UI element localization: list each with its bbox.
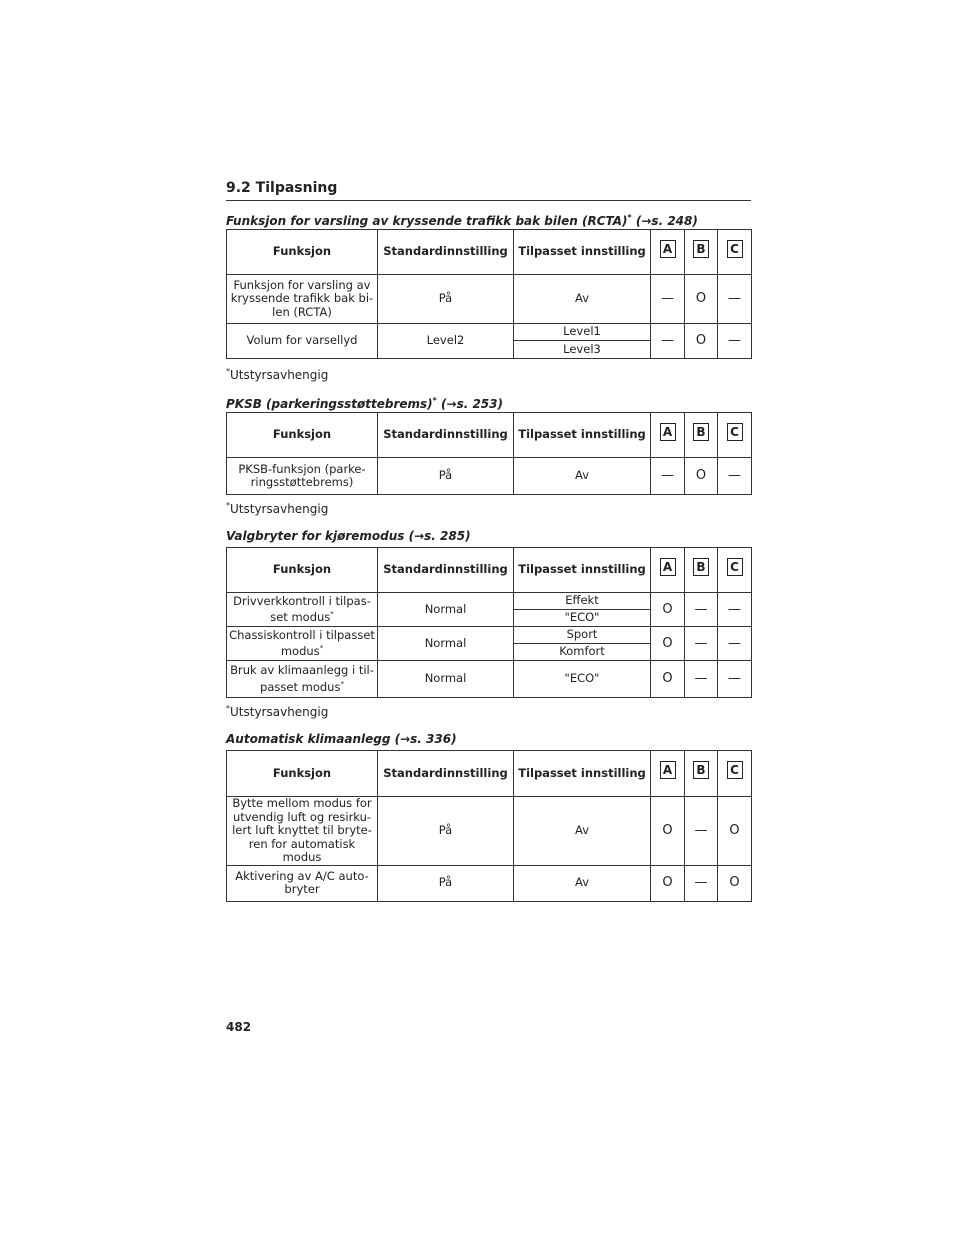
cell-tilpasset: Sport (514, 627, 651, 644)
cell-tilpasset: "ECO" (514, 610, 651, 627)
cell-b: — (685, 865, 718, 901)
cell-funksjon (227, 593, 378, 627)
box-b-icon: B (693, 423, 709, 441)
cell-standard: På (378, 458, 514, 495)
col-header-c (718, 413, 752, 458)
col-header-funksjon: Funksjon (227, 413, 378, 458)
cell-funksjon: Bytte mellom modus for utvendig luft og resirku-lert luft knyttet til bryte-ren for automatisk modus (227, 797, 378, 866)
block-title-rcta (226, 210, 698, 229)
col-header-c (718, 230, 752, 275)
cell-standard: Normal (378, 593, 514, 627)
cell-a: — (651, 324, 685, 359)
cell-a: — (651, 458, 685, 495)
cell-funksjon: Volum for varsellyd (227, 324, 378, 359)
cell-standard: Normal (378, 661, 514, 698)
table-row (227, 593, 752, 610)
col-header-b (685, 751, 718, 797)
cell-b: — (685, 797, 718, 866)
footnote-text: Utstyrsavhengig (230, 368, 329, 382)
box-c-icon: C (727, 423, 743, 441)
page-reference: →s. 285) (414, 529, 471, 543)
cell-b: O (685, 324, 718, 359)
box-c-icon: C (727, 558, 743, 576)
cell-tilpasset: Effekt (514, 593, 651, 610)
cell-standard: På (378, 797, 514, 866)
table-row (227, 324, 752, 341)
box-a-icon: A (660, 761, 676, 779)
cell-tilpasset: Av (514, 275, 651, 324)
cell-b: O (685, 275, 718, 324)
cell-tilpasset: Level1 (514, 324, 651, 341)
col-header-a (651, 230, 685, 275)
cell-a: O (651, 627, 685, 661)
cell-a: — (651, 275, 685, 324)
cell-tilpasset: Komfort (514, 644, 651, 661)
cell-c: — (718, 324, 752, 359)
settings-table-pksb (226, 412, 752, 495)
block-title-text: Automatisk klimaanlegg ( (226, 732, 401, 746)
asterisk-mark: * (627, 213, 632, 222)
cell-funksjon: Aktivering av A/C auto-bryter (227, 865, 378, 901)
page-reference: (→s. 253) (436, 397, 503, 411)
cell-a: O (651, 593, 685, 627)
settings-table-kjoremodus (226, 547, 752, 698)
col-header-funksjon: Funksjon (227, 751, 378, 797)
page-number: 482 (226, 1020, 252, 1034)
col-header-tilpasset: Tilpasset innstilling (514, 751, 651, 797)
cell-funksjon-text: Chassiskontroll i tilpasset modus (229, 627, 375, 658)
table-row (227, 458, 752, 495)
cell-standard: På (378, 275, 514, 324)
cell-funksjon-text: Bruk av klimaanlegg i til-passet modus (230, 663, 374, 694)
footnote (226, 701, 328, 720)
box-a-icon: A (660, 240, 676, 258)
col-header-b (685, 413, 718, 458)
col-header-standard: Standardinnstilling (378, 413, 514, 458)
cell-tilpasset: Level3 (514, 341, 651, 359)
asterisk-mark: * (226, 704, 230, 713)
section-header: 9.2 Tilpasning (226, 178, 751, 201)
box-b-icon: B (693, 761, 709, 779)
box-a-icon: A (660, 423, 676, 441)
footnote-text: Utstyrsavhengig (230, 705, 329, 719)
page-reference: →s. 336) (400, 732, 457, 746)
cell-funksjon (227, 627, 378, 661)
cell-funksjon: Funksjon for varsling av kryssende trafikk bak bi-len (RCTA) (227, 275, 378, 324)
table-row (227, 865, 752, 901)
col-header-tilpasset: Tilpasset innstilling (514, 548, 651, 593)
box-b-icon: B (693, 240, 709, 258)
cell-b: — (685, 661, 718, 698)
col-header-c (718, 751, 752, 797)
col-header-tilpasset: Tilpasset innstilling (514, 230, 651, 275)
cell-a: O (651, 661, 685, 698)
cell-b: O (685, 458, 718, 495)
asterisk-mark: * (226, 501, 230, 510)
block-title-pksb (226, 393, 503, 412)
cell-tilpasset: Av (514, 865, 651, 901)
box-a-icon: A (660, 558, 676, 576)
table-row (227, 275, 752, 324)
col-header-b (685, 230, 718, 275)
table-header-row (227, 230, 752, 275)
cell-tilpasset: Av (514, 797, 651, 866)
asterisk-mark: * (432, 396, 437, 405)
box-c-icon: C (727, 240, 743, 258)
cell-funksjon: PKSB-funksjon (parke-ringsstøttebrems) (227, 458, 378, 495)
asterisk-mark: * (319, 644, 324, 653)
box-c-icon: C (727, 761, 743, 779)
footnote (226, 498, 328, 517)
cell-standard: På (378, 865, 514, 901)
footnote-text: Utstyrsavhengig (230, 502, 329, 516)
block-title-klimaanlegg (226, 731, 457, 747)
cell-c: O (718, 797, 752, 866)
cell-funksjon (227, 661, 378, 698)
page-reference: (→s. 248) (631, 214, 698, 228)
table-row (227, 797, 752, 866)
settings-table-rcta (226, 229, 752, 359)
footnote (226, 364, 328, 383)
cell-tilpasset: "ECO" (514, 661, 651, 698)
table-header-row (227, 413, 752, 458)
block-title-text: PKSB (parkeringsstøttebrems) (226, 397, 433, 411)
col-header-standard: Standardinnstilling (378, 548, 514, 593)
settings-table-klimaanlegg (226, 750, 752, 902)
cell-c: — (718, 458, 752, 495)
cell-funksjon-text: Drivverkkontroll i tilpas-set modus (233, 593, 371, 624)
manual-page (226, 0, 751, 1242)
cell-c: — (718, 275, 752, 324)
asterisk-mark: * (226, 367, 230, 376)
cell-a: O (651, 797, 685, 866)
cell-c: — (718, 661, 752, 698)
table-header-row (227, 548, 752, 593)
block-title-text: Valgbryter for kjøremodus ( (226, 529, 415, 543)
col-header-standard: Standardinnstilling (378, 230, 514, 275)
col-header-a (651, 413, 685, 458)
col-header-standard: Standardinnstilling (378, 751, 514, 797)
block-title-text: Funksjon for varsling av kryssende trafikk bak bilen (RCTA) (226, 214, 628, 228)
box-b-icon: B (693, 558, 709, 576)
cell-b: — (685, 593, 718, 627)
cell-a: O (651, 865, 685, 901)
col-header-b (685, 548, 718, 593)
asterisk-mark: * (330, 610, 334, 619)
table-row (227, 627, 752, 644)
cell-standard: Level2 (378, 324, 514, 359)
block-title-kjoremodus (226, 528, 471, 544)
table-row (227, 661, 752, 698)
cell-c: — (718, 593, 752, 627)
col-header-funksjon: Funksjon (227, 230, 378, 275)
col-header-funksjon: Funksjon (227, 548, 378, 593)
cell-b: — (685, 627, 718, 661)
table-header-row (227, 751, 752, 797)
col-header-tilpasset: Tilpasset innstilling (514, 413, 651, 458)
col-header-a (651, 548, 685, 593)
asterisk-mark: * (340, 679, 344, 688)
cell-tilpasset: Av (514, 458, 651, 495)
cell-standard: Normal (378, 627, 514, 661)
cell-c: — (718, 627, 752, 661)
col-header-c (718, 548, 752, 593)
cell-c: O (718, 865, 752, 901)
col-header-a (651, 751, 685, 797)
